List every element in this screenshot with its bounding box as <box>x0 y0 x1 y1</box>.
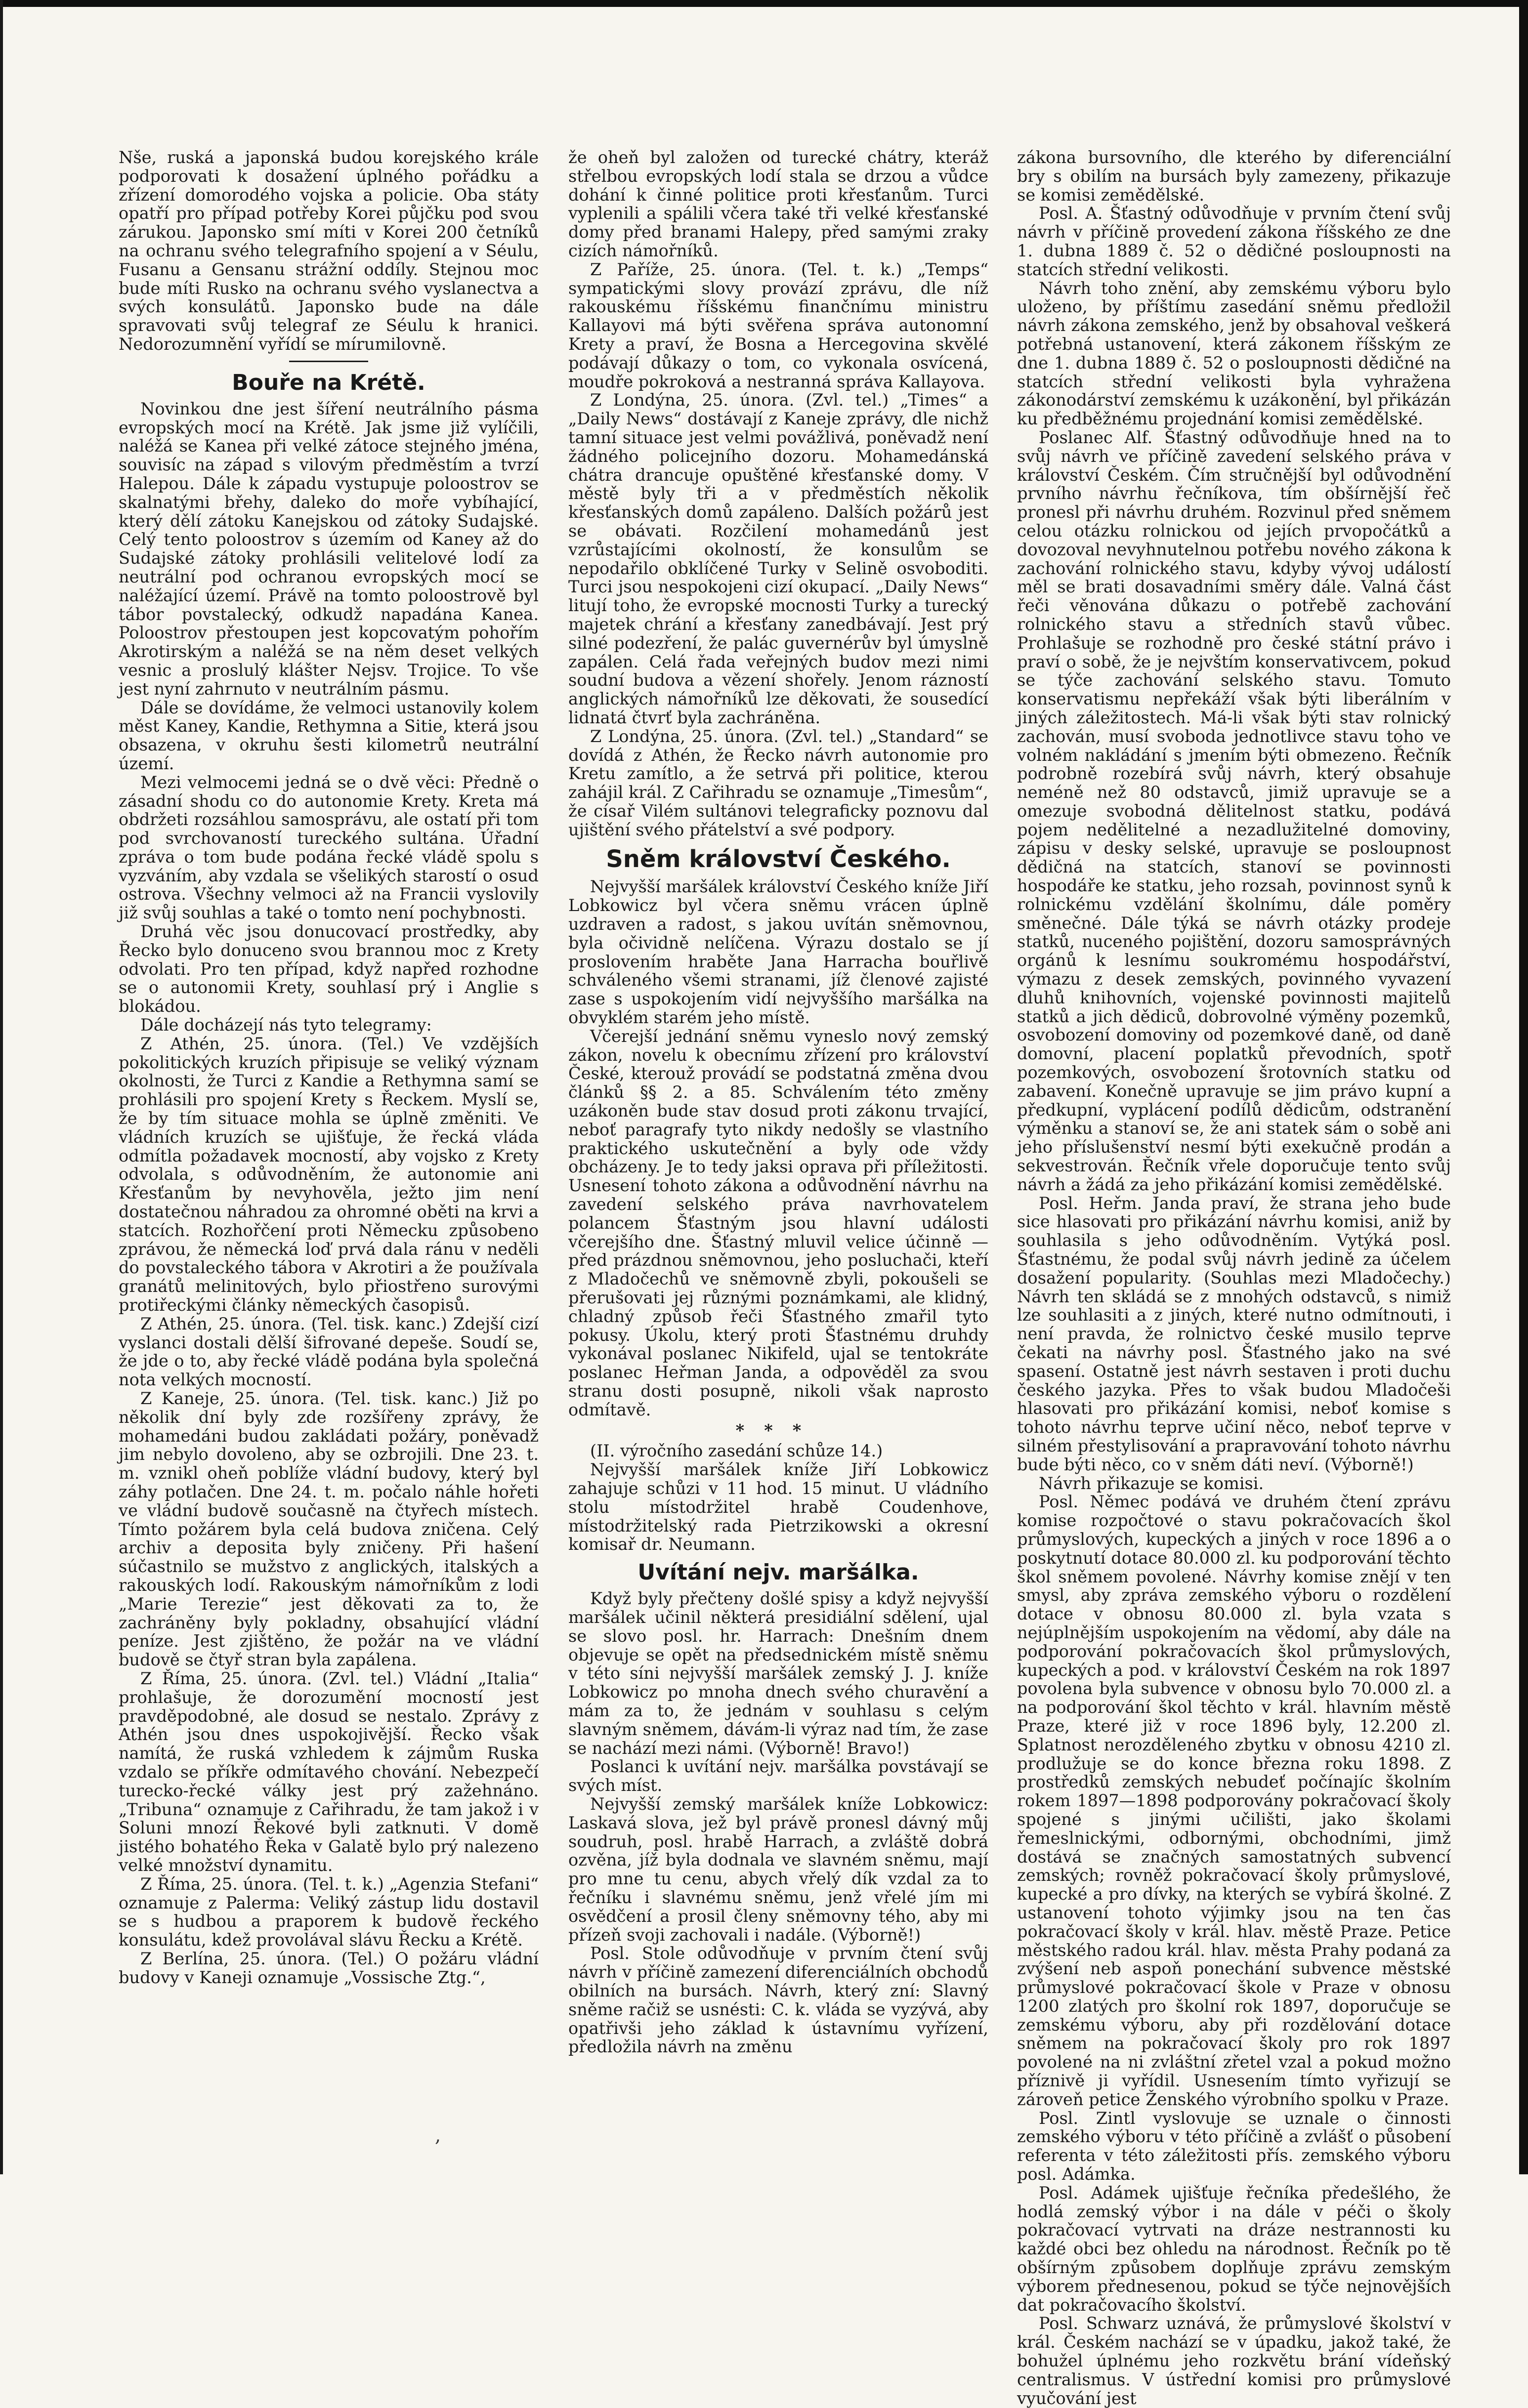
article-paragraph: Nše, ruská a japonská budou korejského krále podporovati k dosažení úplného pořádku a zřízení domorodého vojska a policie. Oba státy opatří pro případ potřeby Korei půjčku pod svou zárukou. Japonsko smí míti v Korei 200 četníků na ochranu svého telegrafního spojení a v Séulu, Fusanu a Gensanu strážní oddíly. Stejnou moc bude míti Rusko na ochranu svého vyslanectva a svých konsulátů. Japonsko bude na dále spravovati svůj telegraf ze Séulu k hranici. Nedorozumnění vyřídí se mírumilovně. <box>119 148 539 354</box>
article-paragraph: Novinkou dne jest šíření neutrálního pásma evropských mocí na Krétě. Jak jsme již vylíčili, naléžá se Kanea při velké zátoce stejného jména, souvisíc na západ s vilovým předměstím a tvrzí Halepou. Dále k západu vystupuje poloostrov se skalnatými břehy, daleko do moře vybíhající, který dělí zátoku Kanejskou od zátoky Sudajské. Celý tento poloostrov s územím od Kaney až do Sudajské zátoky prohlásili velitelové lodí za neutrální pod ochranou evropských mocí se naléžající území. Právě na tomto poloostrově byl tábor povstalecký, odkudž napadána Kanea. Poloostrov přestoupen jest kopcovatým pohořím Akrotirským a naléžá se na něm deset velkých vesnic a proslulý klášter Nejsv. Trojice. To vše jest nyní zahrnuto v neutrálním pásmu. <box>119 399 539 699</box>
article-paragraph: Posl. Stole odůvodňuje v prvním čtení svůj návrh v příčině zamezení diferenciálních obchodů obilních na bursách. Návrh, který zní: Slavný sněme račiž se usnésti: C. k. vláda se vyzývá, aby opatřivši jeho základ k ústavnímu vyřízení, předložila návrh na změnu <box>568 1944 988 2057</box>
article-paragraph: Poslanec Alf. Šťastný odůvodňuje hned na to svůj návrh ve příčině zavedení selského práva v království Českém. Čím stručnější byl odůvodnění prvního návrhu řečníkova, tím obšírnější řeč pronesl při návrhu druhém. Rozvinul před sněmem celou otázku rolnickou od jejích prvopočátků a dovozoval nevyhnutelnou potřebu nového zákona k zachování rolnického stavu, kdyby vývoj událostí měl se brati dosavadními směry dále. Valná část řeči věnována důkazu o potřebě zachování rolnického stavu a středních stavů vůbec. Prohlašuje se rozhodně pro české státní právo i praví o sobě, že je nejvštím konservativcem, pokud se týče zachování selského stavu. Tomuto konservatismu nepřekáží však býti liberálním v jiných záležitostech. Má-li však býti stav rolnický zachován, musí svoboda jednotlivce stavu toho ve volném nakládání s jmením býti obmezeno. Řečník podrobně rozebírá svůj návrh, který obsahuje neméně než 80 odstavců, jimiž upravuje se a omezuje svobodná dělitelnost statku, podává pojem nedělitelné a nezadlužitelné domoviny, zápisu v desky selské, upravuje se posloupnost dědičná na statcích, stanoví se povinnosti hospodáře ke statku, jeho rozsah, povinnost synů k rolnickému vzdělání školnímu, dále poměry směnečné. Dále týká se návrh otázky prodeje statků, nuceného pojištění, dozoru samosprávných orgánů k lesnímu soukromému hospodářství, výmazu z desek zemských, povinného vyvazení dluhů knihovních, vojenské povinnosti majitelů statků a jich dědiců, dobrovolné výměny pozemků, osvobození domoviny od pozemkové daně, od daně domovní, placení poplatků převodních, spotř pozemkových, osvobození šrotovních statku od zabavení. Konečně upravuje se jim právo kupní a předkupní, vyplácení podílů dědicům, odstranění výměnku a stanoví se, že ani statek sám o sobě ani jeho příslušenství nesmí býti exekučně prodán a sekvestrován. Řečník vřele doporučuje tento svůj návrh a žádá za jeho přikázání komisi zemědělské. <box>1017 427 1451 1194</box>
section-heading-diet: Sněm království Českého. <box>606 845 951 873</box>
article-paragraph: Nejvyšší maršálek království Českého kníže Jiří Lobkowicz byl včera sněmu vrácen úplně uzdraven a radost, s jakou uvítán sněmovnou, byla očividně nelíčena. Výrazu dostalo se jí proslovením hraběte Jana Harracha bouřlivě schváleného všemi stranami, jíž členové zajisté zase s uspokojením vidí nejvyššího maršálka na obvyklém starém jeho místě. <box>568 877 988 1028</box>
article-paragraph: Dále docházejí nás tyto telegramy: <box>140 1015 432 1035</box>
article-paragraph: Posl. Schwarz uznává, že průmyslové školství v král. Českém nachází se v úpadku, jakož také, že bohužel úplnému jeho rozkvětu brání vídeňský centralismus. V ústřední komisi pro průmyslové vyučování jest <box>1017 2314 1451 2408</box>
scan-edge-top <box>0 0 1528 7</box>
column-2 <box>568 148 988 2100</box>
article-paragraph: Když byly přečteny došlé spisy a když nejvyšší maršálek učinil některá presidiální sdělení, ujal se slovo posl. hr. Harrach: Dnešním dnem objevuje se opět na předsednickém místě sněmu v této síni nejvyšší maršálek zemský J. J. kníže Lobkowicz po mnoha dnech svého churavění a mám za to, že jednám v souhlasu s celým slavným sněmem, dávám-li výraz nad tím, že zase se nachází mezi námi. (Výborně! Bravo!) <box>568 1589 988 1758</box>
telegram-paragraph: Z Říma, 25. února. (Tel. t. k.) „Agenzia Stefani“ oznamuje z Palerma: Veliký zástup lidu dostavil se s hudbou a praporem k budově řeckého konsulátu, kdež provolával slávu Řecku a Krétě. <box>119 1874 539 1950</box>
article-paragraph: Včerejší jednání sněmu vyneslo nový zemský zákon, novelu k obecnímu zřízení pro království České, kterouž provádí se podstatná změna dvou článků §§ 2. a 85. Schválením této změny uzákoněn bude stav dosud proti zákonu trvající, neboť paragrafy tyto nikdy nedošly se vlastního praktického uskutečnění a byly ode vždy obcházeny. Je to tedy jaksi oprava při příležitosti. Usnesení tohoto zákona a odůvodnění návrhu na zavedení selského práva navrhovatelem polancem Šťastným jsou hlavní události včerejšího dne. Šťastný mluvil velice účinně — před prázdnou sněmovnou, jeho posluchači, kteří z Mladočechů ve sněmovně zbyli, pokoušeli se přerušovati jej různými poznámkami, ale klidný, chladný způsob řeči Šťastného zmařil tyto pokusy. Úkolu, který proti Šťastnému druhdy vykonával poslanec Nikifeld, ujal se tentokráte poslanec Heřman Janda, a odpověděl za svou stranu dosti posupně, nikoli však naprosto odmítavě. <box>568 1026 988 1419</box>
scan-edge-left <box>0 0 3 2174</box>
section-separator-stars: *** <box>735 1420 821 1440</box>
telegram-paragraph: Z Londýna, 25. února. (Zvl. tel.) „Standard“ se dovídá z Athén, že Řecko návrh autonomie pro Kretu zamítlo, a že setrvá při politice, kterou zahájil král. Z Cařihradu se oznamuje „Timesům“, že císař Vilém sultánovi telegraficky poznovu dal ujištění svého přátelství a své podpory. <box>568 726 988 839</box>
article-paragraph: Posl. A. Šťastný odůvodňuje v prvním čtení svůj návrh v příčině provedení zákona říšského ze dne 1. dubna 1889 č. 52 o dědičné posloupnosti na statcích střední velikosti. <box>1017 204 1451 279</box>
scan-edge-right <box>1519 0 1528 2174</box>
article-paragraph: Posl. Zintl vyslovuje se uznale o činnosti zemského výboru v této příčině a zvlášť o působení referenta v této záležitosti přís. zemského výboru posl. Adámka. <box>1017 2108 1451 2184</box>
article-paragraph: Nejvyšší maršálek kníže Jiří Lobkowicz zahajuje schůzi v 11 hod. 15 minut. U vládního stolu místodržitel hrabě Coudenhove, místodržitelský rada Pietrzikowski a okresní komisař dr. Neumann. <box>568 1460 988 1554</box>
article-paragraph: Návrh toho znění, aby zemskému výboru bylo uloženo, by příštímu zasedání sněmu předložil návrh zákona zemského, jenž by obsahoval veškerá potřebná ustanovení, která zákonem říšským ze dne 1. dubna 1889 č. 52 o posloupnosti dědičné na statcích střední velikosti byla vyhražena zákonodárství zemskému k uzákonění, byl přikázán ku předběžnému projednání komisi zemědělské. <box>1017 278 1451 429</box>
article-paragraph: zákona bursovního, dle kterého by diferenciální bry s obilím na bursách byly zamezeny, přikazuje se komisi zemědělské. <box>1017 148 1451 205</box>
section-heading-crete: Bouře na Krétě. <box>232 370 425 395</box>
article-paragraph: že oheň byl založen od turecké chátry, kteráž střelbou evropských lodí stala se drzou a vůdce dohání k činné politice proti křesťanům. Turci vyplenili a spálili včera také tři velké křesťanské domy před branami Halepy, před samými zraky cizích námořníků. <box>568 148 988 260</box>
article-paragraph: Dále se dovídáme, že velmoci ustanovily kolem měst Kaney, Kandie, Rethymna a Sitie, která jsou obsazena, v okruhu šesti kilometrů neutrální území. <box>119 698 539 773</box>
telegram-paragraph: Z Londýna, 25. února. (Zvl. tel.) „Times“ a „Daily News“ dostávají z Kaneje zprávy, dle nichž tamní situace jest velmi povážlivá, poněvadž není žádného policejního dozoru. Mohamedánská chátra drancuje opuštěné křesťanské domy. V městě byly tři a v předměstích několik křesťanských domů zapáleno. Dalších požárů jest se obávati. Rozčilení mohamedánů jest vzrůstajícími okolností, že konsulům se nepodařilo obklíčené Turky v Selině osvoboditi. Turci jsou nespokojeni cizí okupací. „Daily News“ litují toho, že evropské mocnosti Turky a turecký majetek chrání a křesťany zanedbávají. Jest prý silné podezření, že palác guvernérův byl úmyslně zapálen. Celá řada veřejných budov mezi nimi soudní budova a vězení shořely. Jenom rázností anglických námořníků lze děkovati, že sousedící lidnatá čtvrť byla zachráněna. <box>568 390 988 727</box>
telegram-paragraph: Z Paříže, 25. února. (Tel. t. k.) „Temps“ sympatickými slovy provází zprávu, dle níž rakouskému říšskému finančnímu ministru Kallayovi má býti svěřena správa autonomní Krety a praví, že Bosna a Hercegovina skvělé podávají důkazy o tom, co vykonala osvícená, moudře pokroková a nestranná správa Kallayova. <box>568 259 988 391</box>
telegram-paragraph: Z Kaneje, 25. února. (Tel. tisk. kanc.) Již po několik dní byly zde rozšířeny zprávy, že mohamedáni budou zakládati požáry, poněvadž jim nebylo dovoleno, aby se ozbrojili. Dne 23. t. m. vznikl oheň poblíže vládní budovy, který byl záhy potlačen. Dne 24. t. m. počalo náhle hořeti ve vládní budově současně na čtyřech místech. Tímto požárem byla celá budova zničena. Celý archiv a deposita byly zničeny. Při hašení súčastnilo se mužstvo z anglických, italských a rakouských lodí. Rakouským námořníkům z lodi „Marie Terezie“ jest děkovati za to, že zachráněny byly pokladny, obsahující vládní peníze. Jest zjištěno, že požár na ve vládní budově se čtyř stran byla zapálena. <box>119 1389 539 1670</box>
article-paragraph: Posl. Adámek ujišťuje řečníka předešlého, že hodlá zemský výbor i na dále v péči o školy pokračovací vytrvati na dráze nestrannosti ku každé obci bez ohledu na národnost. Řečník po tě obšírným způsobem doplňuje zprávu zemským výborem přednesenou, pokud se týče nejnovějších dat pokračovacího školství. <box>1017 2183 1451 2315</box>
telegram-paragraph: Z Berlína, 25. února. (Tel.) O požáru vládní budovy v Kaneji oznamuje „Vossische Ztg.“, <box>119 1949 539 1987</box>
page-footer-mark: , <box>435 2124 441 2146</box>
column-3 <box>1017 148 1451 2408</box>
subheading-welcome: Uvítání nejv. maršálka. <box>637 1560 919 1585</box>
section-rule <box>289 361 368 362</box>
column-1 <box>119 148 539 2100</box>
article-paragraph: Mezi velmocemi jedná se o dvě věci: Předně o zásadní shodu co do autonomie Krety. Kreta má obdržeti rozsáhlou samosprávu, ale ostatí při tom pod svrchovaností tureckého sultána. Úřadní zpráva o tom bude podána řecké vládě spolu s vyzváním, aby vzdala se všelikých starostí o osud ostrova. Všechny velmoci až na Francii vyslovily již svůj souhlas a také o tomto není pochybnosti. <box>119 772 539 923</box>
telegram-paragraph: Z Říma, 25. února. (Zvl. tel.) Vládní „Italia“ prohlašuje, že dorozumění mocností jest pravděpodobné, ale dosud se nestalo. Zprávy z Athén jsou dnes uspokojivější. Řecko však namítá, že ruská vzhledem k zájmům Ruska vzdalo se příkře odmítavého chování. Nebezpečí turecko-řecké války jest prý zažehnáno. „Tribuna“ oznamuje z Cařihradu, že tam jakož i v Soluni mnozí Řekové byli zatknuti. V domě jistého bohatého Řeka v Galatě bylo prý nalezeno velké množství dynamitu. <box>119 1668 539 1875</box>
article-paragraph: Posl. Heřm. Janda praví, že strana jeho bude sice hlasovati pro přikázání návrhu komisi, aniž by souhlasila s jeho odůvodněním. Vytýká posl. Šťastnému, že podal svůj návrh jedině za účelem dosažení popularity. (Souhlas mezi Mladočechy.) Návrh ten skládá se z mnohých odstavců, s nimiž lze souhlasiti a z jiných, které nutno odmítnouti, i není pravda, že rolnictvo české musilo teprve čekati na návrhy posl. Šťastného jako na své spasení. Ostatně jest návrh sestaven i proti duchu českého jazyka. Přes to však budou Mladočeši hlasovati pro přikázání komisi, neboť komise s tohoto návrhu teprve učiní něco, neboť teprve v silném přestylisování a prapravování tohoto návrhu bude býti něco, co v sněm dáti neví. (Výborně!) <box>1017 1193 1451 1474</box>
article-paragraph: Druhá věc jsou donucovací prostředky, aby Řecko bylo donuceno svou brannou moc z Krety odvolati. Pro ten případ, když napřed rozhodne se o autonomii Krety, souhlasí prý i Anglie s blokádou. <box>119 922 539 1016</box>
article-paragraph: Posl. Němec podává ve druhém čtení zprávu komise rozpočtové o stavu pokračovacích škol průmyslových, kupeckých a jiných v roce 1896 a o poskytnutí dotace 80.000 zl. ku podporování těchto škol sněmem povolené. Návrhy komise znějí v ten smysl, aby zpráva zemského výboru o rozdělení dotace v obnosu 80.000 zl. byla vzata s nejúplnějším uspokojením na vědomí, aby dále na podporování pokračovacích škol průmyslových, kupeckých a pod. v království Českém na rok 1897 povolena byla subvence v obnosu bylo 70.000 zl. a na podporování škol těchto v král. hlavním městě Praze, které již v roce 1896 byly, 12.200 zl. Splatnost nerozděleného zbytku v obnosu 4210 zl. prodlužuje se do konce března roku 1898. Z prostředků zemských nebudeť počínajíc školním rokem 1897—1898 podporovány pokračovací školy spojené s jinými učilišti, jako školami řemeslnickými, odbornými, obchodními, jimž dostává se značných samostatných subvencí zemských; rovněž pokračovací školy průmyslové, kupecké a pro dívky, na kterých se vybírá školné. Z ustanovení tohoto výjimky jsou na ten čas pokračovací školy v král. hlav. městě Praze. Petice městského radou král. hlav. města Prahy podaná za zvýšení neb aspoň ponechání subvence městské průmyslové pokračovací škole v Praze v obnosu 1200 zlatých pro školní rok 1897, doporučuje se zemskému výboru, aby při rozdělování dotace sněmem na pokračovací školy pro rok 1897 povolené na ni zvláštní zřetel vzal a pokud možno příznivě ji vyřídil. Usnesením tímto vyřizují se zároveň petice Ženského výrobního spolku v Praze. <box>1017 1492 1451 2109</box>
session-title: (II. výročního zasedání schůze 14.) <box>590 1441 883 1461</box>
telegram-paragraph: Z Athén, 25. února. (Tel. tisk. kanc.) Zdejší cizí vyslanci dostali dělší šifrované depeše. Soudí se, že jde o to, aby řecké vládě podána byla společná nota velkých mocností. <box>119 1314 539 1390</box>
article-paragraph: Nejvyšší zemský maršálek kníže Lobkowicz: Laskavá slova, jež byl právě pronesl dávný můj soudruh, posl. hrabě Harrach, a zvláště dobrá ozvěna, jíž byla dodnala ve slavném sněmu, mají pro mne tu cenu, abych vřelý dík vzdal za to řečníku i slavnému sněmu, jenž vřelé jím mi osvědčení a prosil členy sněmovny tého, aby mi přízeň svoji zachovali i nadále. (Výborně!) <box>568 1794 988 1945</box>
telegram-paragraph: Z Athén, 25. února. (Tel.) Ve vzdějších pokolitických kruzích připisuje se veliký význam okolnosti, že Turci z Kandie a Rethymna samí se prohlásili pro spojení Krety s Řeckem. Myslí se, že by tím situace mohla se úplně změniti. Ve vládních kruzích se ujišťuje, že řecká vláda odmítla požadavek mocností, aby vojsko z Krety odvolala, s odůvodněním, že autonomie ani Křesťanům by nevyhověla, ježto jim není dostatečnou náhradou za ohromné oběti na krvi a statcích. Rozhořčení proti Německu způsobeno zprávou, že německá loď prvá dala ránu v neděli do povstaleckého tábora v Akrotiri a že používala granátů melinitových, bylo přiostřeno surovými protiřeckými články německých časopisů. <box>119 1034 539 1315</box>
article-paragraph: Poslanci k uvítání nejv. maršálka povstávají se svých míst. <box>568 1757 988 1795</box>
article-paragraph: Návrh přikazuje se komisi. <box>1039 1473 1264 1493</box>
